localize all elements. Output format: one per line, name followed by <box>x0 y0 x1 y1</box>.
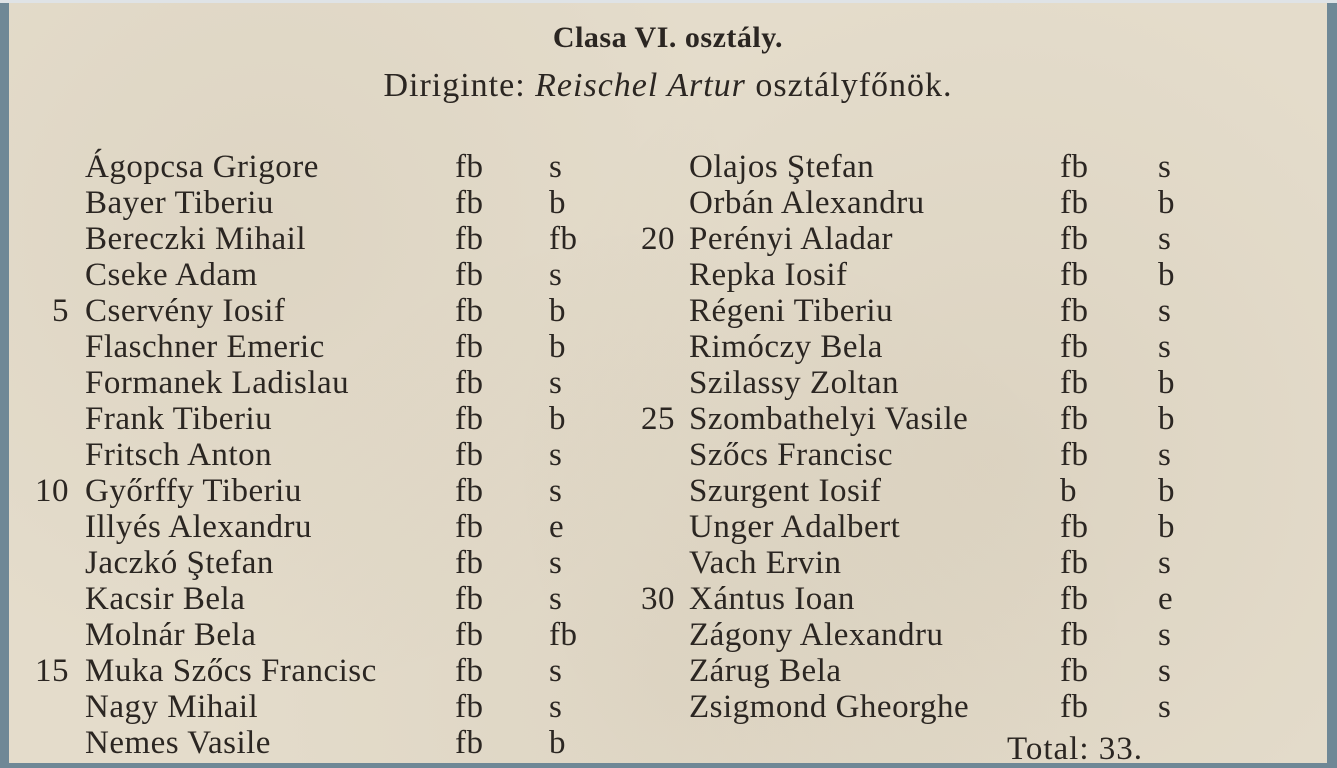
row-number: 25 <box>641 401 675 437</box>
student-row <box>615 581 1315 617</box>
student-name: Olajos Ştefan <box>689 149 875 185</box>
grade-conduct: fb <box>455 545 484 581</box>
student-row <box>9 221 649 257</box>
student-row <box>615 185 1315 221</box>
student-row <box>615 149 1315 185</box>
student-row <box>9 257 649 293</box>
grade-progress: s <box>549 653 563 689</box>
row-number: 20 <box>641 221 675 257</box>
row-number: 15 <box>35 653 69 689</box>
student-name: Nagy Mihail <box>85 689 259 725</box>
grade-conduct: fb <box>1060 257 1089 293</box>
grade-progress: s <box>549 689 563 725</box>
student-name: Perényi Aladar <box>689 221 894 257</box>
student-name: Rimóczy Bela <box>689 329 883 365</box>
document-page <box>9 3 1327 767</box>
grade-progress: e <box>549 509 565 545</box>
grade-conduct: fb <box>1060 221 1089 257</box>
student-name: Molnár Bela <box>85 617 257 653</box>
grade-conduct: fb <box>455 221 484 257</box>
grade-conduct: fb <box>455 617 484 653</box>
student-name: Régeni Tiberiu <box>689 293 894 329</box>
grade-progress: s <box>1158 617 1172 653</box>
grade-progress: s <box>1158 329 1172 365</box>
student-row <box>615 617 1315 653</box>
subtitle-prefix: Diriginte: <box>383 67 536 104</box>
student-list-left <box>9 149 649 761</box>
grade-conduct: fb <box>455 689 484 725</box>
grade-progress: b <box>549 329 566 365</box>
grade-conduct: fb <box>1060 581 1089 617</box>
grade-progress: b <box>549 401 566 437</box>
grade-progress: b <box>549 293 566 329</box>
student-name: Szőcs Francisc <box>689 437 894 473</box>
student-name: Nemes Vasile <box>85 725 271 761</box>
grade-conduct: b <box>1060 473 1077 509</box>
grade-conduct: fb <box>1060 185 1089 221</box>
student-row <box>9 149 649 185</box>
student-row <box>615 689 1315 725</box>
student-name: Vach Ervin <box>689 545 842 581</box>
grade-conduct: fb <box>1060 437 1089 473</box>
grade-conduct: fb <box>455 293 484 329</box>
grade-progress: fb <box>549 221 578 257</box>
student-row <box>9 689 649 725</box>
grade-progress: b <box>549 185 566 221</box>
student-row <box>615 437 1315 473</box>
student-row <box>615 329 1315 365</box>
grade-conduct: fb <box>1060 365 1089 401</box>
student-name: Illyés Alexandru <box>85 509 313 545</box>
student-row <box>9 617 649 653</box>
student-row <box>615 293 1315 329</box>
student-name: Cservény Iosif <box>85 293 286 329</box>
student-name: Ágopcsa Grigore <box>85 149 319 185</box>
grade-progress: b <box>1158 257 1175 293</box>
student-name: Unger Adalbert <box>689 509 901 545</box>
student-row <box>615 509 1315 545</box>
grade-conduct: fb <box>455 257 484 293</box>
grade-progress: b <box>1158 365 1175 401</box>
grade-progress: s <box>1158 293 1172 329</box>
grade-progress: s <box>1158 653 1172 689</box>
grade-conduct: fb <box>1060 329 1089 365</box>
grade-progress: s <box>549 473 563 509</box>
row-number: 10 <box>35 473 69 509</box>
student-row <box>615 221 1315 257</box>
student-row <box>9 329 649 365</box>
grade-progress: b <box>1158 473 1175 509</box>
grade-conduct: fb <box>455 185 484 221</box>
student-name: Flaschner Emeric <box>85 329 325 365</box>
grade-progress: s <box>1158 437 1172 473</box>
grade-conduct: fb <box>1060 653 1089 689</box>
student-name: Zágony Alexandru <box>689 617 944 653</box>
student-row <box>9 653 649 689</box>
grade-conduct: fb <box>1060 545 1089 581</box>
grade-conduct: fb <box>455 365 484 401</box>
student-name: Bayer Tiberiu <box>85 185 274 221</box>
grade-conduct: fb <box>1060 149 1089 185</box>
grade-conduct: fb <box>455 509 484 545</box>
grade-progress: b <box>1158 401 1175 437</box>
grade-progress: b <box>1158 185 1175 221</box>
student-row <box>615 401 1315 437</box>
student-name: Repka Iosif <box>689 257 848 293</box>
student-name: Szilassy Zoltan <box>689 365 900 401</box>
student-row <box>615 653 1315 689</box>
grade-conduct: fb <box>1060 401 1089 437</box>
grade-conduct: fb <box>455 401 484 437</box>
student-row <box>9 365 649 401</box>
student-row <box>615 545 1315 581</box>
student-name: Kacsir Bela <box>85 581 246 617</box>
student-row <box>615 473 1315 509</box>
student-name: Szurgent Iosif <box>689 473 882 509</box>
student-row <box>9 545 649 581</box>
grade-progress: s <box>549 581 563 617</box>
grade-progress: s <box>1158 221 1172 257</box>
student-row <box>9 293 649 329</box>
grade-progress: e <box>1158 581 1174 617</box>
grade-conduct: fb <box>1060 617 1089 653</box>
grade-conduct: fb <box>455 653 484 689</box>
student-row <box>9 509 649 545</box>
grade-conduct: fb <box>455 725 484 761</box>
student-name: Muka Szőcs Francisc <box>85 653 377 689</box>
class-teacher-line <box>9 67 1327 105</box>
grade-progress: s <box>1158 149 1172 185</box>
teacher-name: Reischel Artur <box>535 67 746 104</box>
grade-conduct: fb <box>1060 293 1089 329</box>
student-list-right <box>615 149 1315 725</box>
page-title: Clasa VI. osztály. <box>552 21 784 54</box>
subtitle-suffix: osztályfőnök. <box>745 67 953 104</box>
grade-progress: s <box>549 437 563 473</box>
grade-conduct: fb <box>455 581 484 617</box>
student-row <box>615 257 1315 293</box>
grade-conduct: fb <box>455 437 484 473</box>
grade-conduct: fb <box>1060 509 1089 545</box>
grade-progress: s <box>1158 545 1172 581</box>
student-name: Szombathelyi Vasile <box>689 401 969 437</box>
grade-conduct: fb <box>1060 689 1089 725</box>
student-name: Győrffy Tiberiu <box>85 473 302 509</box>
student-name: Orbán Alexandru <box>689 185 925 221</box>
grade-conduct: fb <box>455 149 484 185</box>
student-row <box>9 185 649 221</box>
total-count: Total: 33. <box>1007 731 1144 767</box>
grade-conduct: fb <box>455 329 484 365</box>
student-row <box>9 401 649 437</box>
student-row <box>615 365 1315 401</box>
student-name: Zsigmond Gheorghe <box>689 689 970 725</box>
student-row <box>9 437 649 473</box>
student-name: Jaczkó Ştefan <box>85 545 274 581</box>
grade-progress: b <box>1158 509 1175 545</box>
grade-progress: s <box>549 365 563 401</box>
row-number: 5 <box>52 293 69 329</box>
grade-progress: s <box>1158 689 1172 725</box>
grade-conduct: fb <box>455 473 484 509</box>
student-name: Bereczki Mihail <box>85 221 307 257</box>
grade-progress: s <box>549 545 563 581</box>
grade-progress: s <box>549 257 563 293</box>
row-number: 30 <box>641 581 675 617</box>
grade-progress: fb <box>549 617 578 653</box>
student-name: Xántus Ioan <box>689 581 855 617</box>
student-name: Formanek Ladislau <box>85 365 350 401</box>
grade-progress: b <box>549 725 566 761</box>
student-name: Fritsch Anton <box>85 437 273 473</box>
student-row <box>9 581 649 617</box>
student-name: Frank Tiberiu <box>85 401 273 437</box>
grade-progress: s <box>549 149 563 185</box>
student-name: Cseke Adam <box>85 257 258 293</box>
student-row <box>9 473 649 509</box>
student-name: Zárug Bela <box>689 653 842 689</box>
student-row <box>9 725 649 761</box>
